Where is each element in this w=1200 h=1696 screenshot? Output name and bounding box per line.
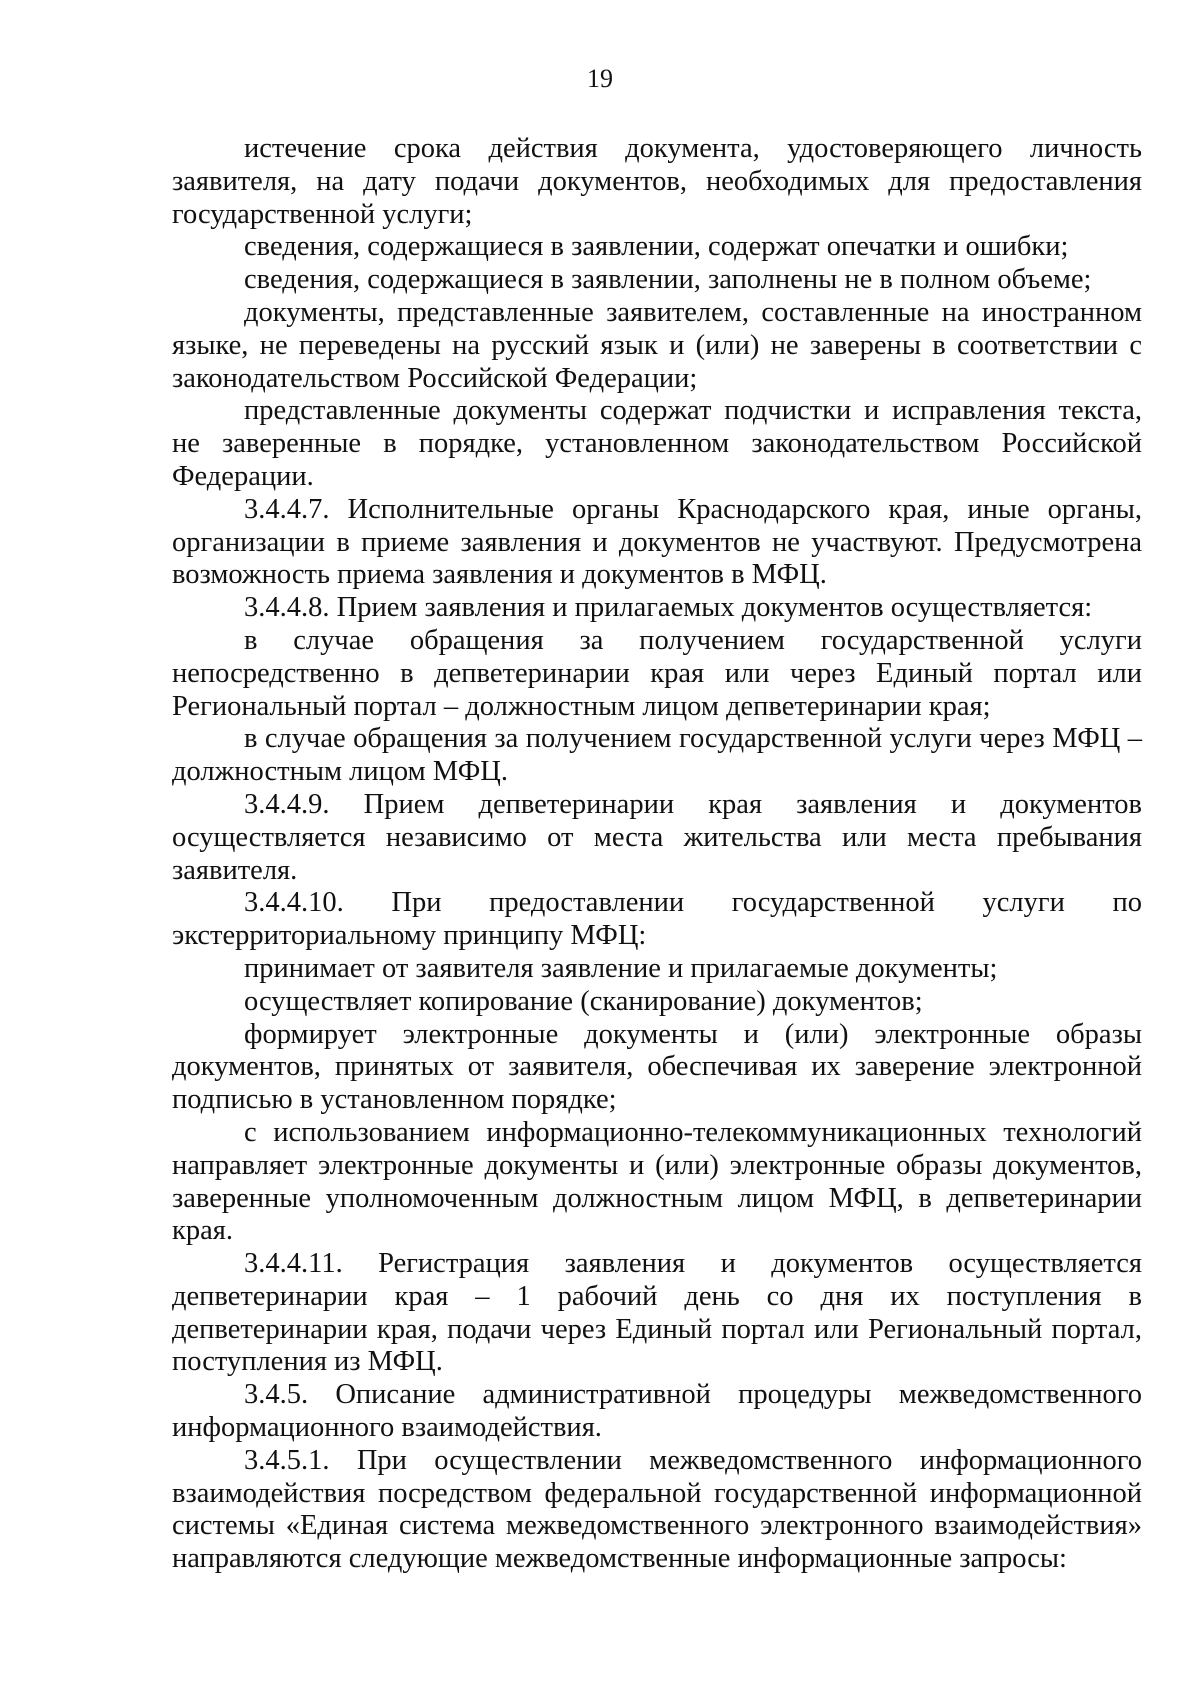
paragraph: 3.4.5.1. При осуществлении межведомственного информационного взаимодействия посредством федеральной государственной информационной системы «Единая система межведомственного электронного взаимодействия» направляются следующие межведомственные информационные запросы: xyxy=(172,1444,1142,1575)
paragraph: принимает от заявителя заявление и прилагаемые документы; xyxy=(244,952,998,984)
page-number: 19 xyxy=(587,64,613,93)
paragraph: 3.4.4.9. Прием депветеринарии края заявления и документов осуществляется независимо от места жительства или места пребывания заявителя. xyxy=(172,788,1142,886)
paragraph: осуществляет копирование (сканирование) документов; xyxy=(244,985,923,1017)
paragraph: 3.4.4.7. Исполнительные органы Краснодарского края, иные органы, организации в приеме заявления и документов не участвуют. Предусмотрена возможность приема заявления и документов в МФЦ. xyxy=(172,493,1142,591)
paragraph: с использованием информационно-телекоммуникационных технологий направляет электронные документы и (или) электронные образы документов, заверенные уполномоченным должностным лицом МФЦ, в депветеринарии края. xyxy=(172,1116,1142,1247)
paragraph: в случае обращения за получением государственной услуги через МФЦ – должностным лицом МФЦ. xyxy=(172,723,1142,788)
paragraph: сведения, содержащиеся в заявлении, заполнены не в полном объеме; xyxy=(244,264,1092,296)
paragraph: сведения, содержащиеся в заявлении, содержат опечатки и ошибки; xyxy=(244,231,1069,263)
paragraph: 3.4.4.10. При предоставлении государственной услуги по экстерриториальному принципу МФЦ: xyxy=(172,887,1142,952)
paragraph: документы, представленные заявителем, составленные на иностранном языке, не переведены на русский язык и (или) не заверены в соответствии с законодательством Российской Федерации; xyxy=(172,296,1142,394)
paragraph: истечение срока действия документа, удостоверяющего личность заявителя, на дату подачи документов, необходимых для предоставления государственной услуги; xyxy=(172,133,1142,230)
paragraph: 3.4.4.8. Прием заявления и прилагаемых документов осуществляется: xyxy=(244,592,1093,624)
paragraph: формирует электронные документы и (или) электронные образы документов, принятых от заявителя, обеспечивая их заверение электронной подписью в установленном порядке; xyxy=(172,1018,1142,1116)
document-body xyxy=(172,133,1142,1576)
paragraph: 3.4.5. Описание административной процедуры межведомственного информационного взаимодействия. xyxy=(172,1379,1142,1444)
paragraph: 3.4.4.11. Регистрация заявления и документов осуществляется депветеринарии края – 1 рабочий день со дня их поступления в депветеринарии края, подачи через Единый портал или Региональный портал, поступления из МФЦ. xyxy=(172,1248,1142,1378)
paragraph: представленные документы содержат подчистки и исправления текста, не заверенные в порядке, установленном законодательством Российской Федерации. xyxy=(172,395,1142,492)
paragraph: в случае обращения за получением государственной услуги непосредственно в депветеринарии края или через Единый портал или Региональный портал – должностным лицом депветеринарии края; xyxy=(172,624,1142,722)
